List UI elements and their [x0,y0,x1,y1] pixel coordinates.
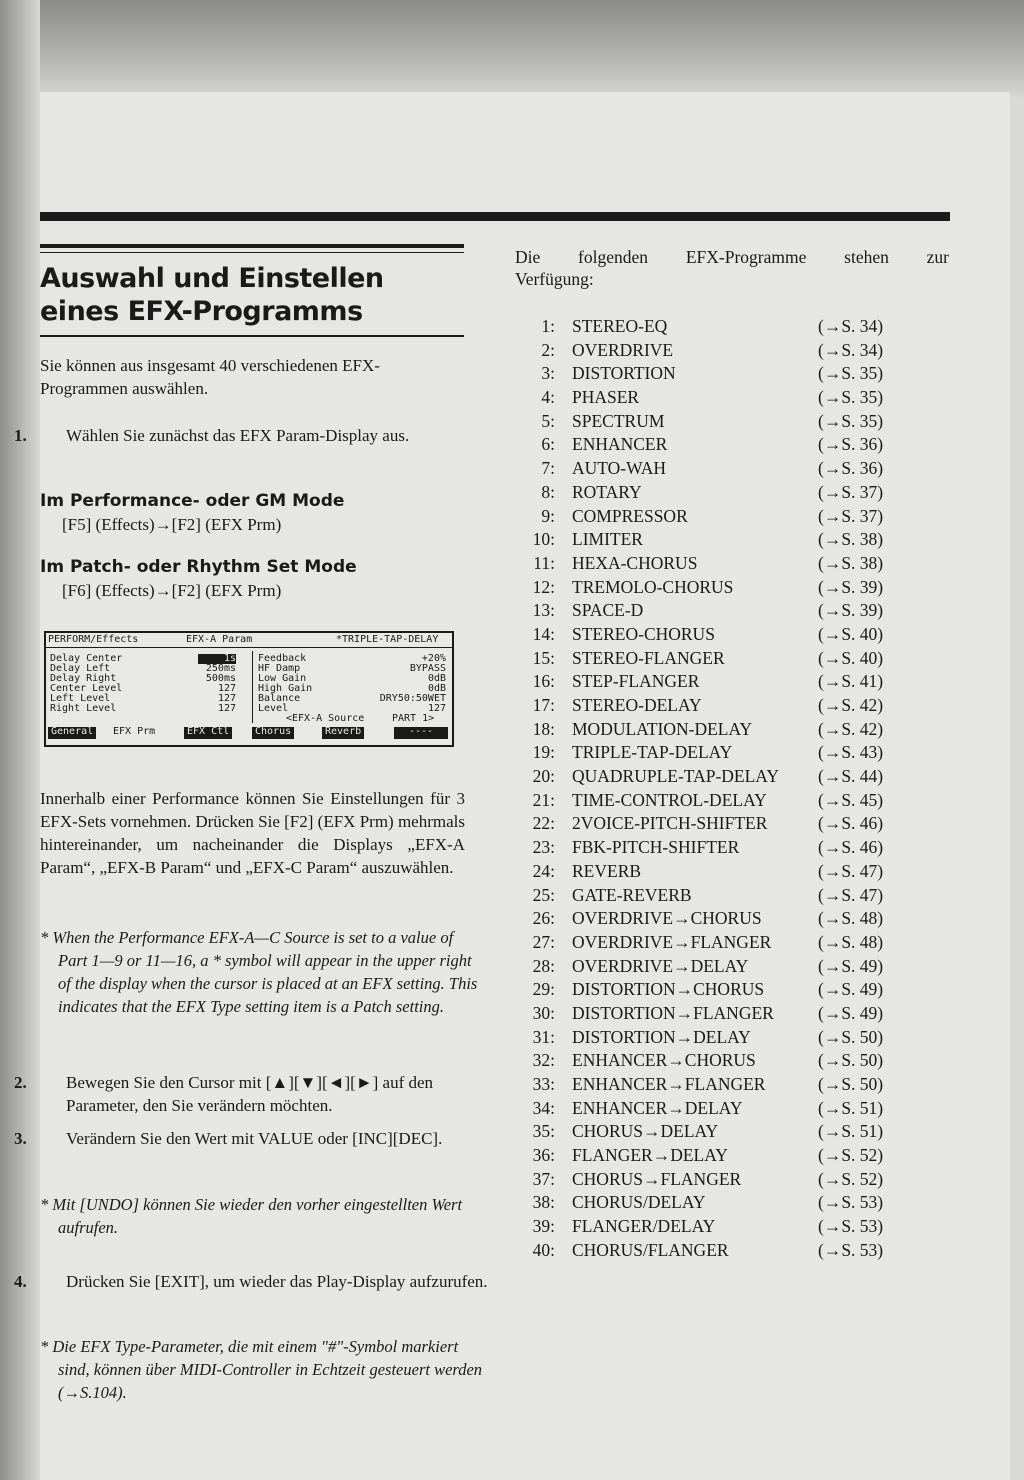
note-efx-source [40,926,483,1018]
program-page-ref: (→S. 48) [818,931,884,952]
program-number: 9: [541,505,555,526]
patch-mode-heading: Im Patch- oder Rhythm Set Mode [40,557,357,577]
program-list-item [515,339,895,363]
program-page-ref: (→S. 40) [818,647,884,668]
lcd-right-value-5: DRY50:50WET [379,693,446,704]
program-list-item [515,1026,895,1050]
program-number: 2: [541,339,555,360]
program-page-ref: (→S. 34) [818,339,884,360]
lcd-column-divider [252,651,253,723]
lcd-right-label-4: High Gain [258,683,313,694]
top-rule [40,212,950,221]
program-list-item [515,1073,895,1097]
program-name: OVERDRIVE→DELAY [572,955,749,976]
program-number: 7: [541,458,555,479]
program-list-item [515,623,895,647]
program-page-ref: (→S. 39) [818,576,884,597]
lcd-header-right: *TRIPLE-TAP-DELAY [336,634,439,645]
program-number: 21: [532,789,555,810]
program-list-item [515,576,895,600]
program-page-ref: (→S. 53) [818,1216,884,1237]
program-page-ref: (→S. 39) [818,600,884,621]
heading-rule-thin [40,252,464,253]
program-list-item [515,718,895,742]
program-list-item [515,1168,895,1192]
lcd-right-label-2: HF Damp [258,663,301,674]
program-name: CHORUS→DELAY [572,1121,719,1142]
note-1-text: When the Performance EFX-A—C Source is set to a value of Part 1—9 or 11—16, a * symbol will appear in the upper right of the display when the cursor is placed at an EFX setting. This indicates that the EFX Type setting item is a Patch setting. [52,928,478,1016]
scan-left-shadow [0,0,40,1480]
perf-mode-keys: [F5] (Effects)→[F2] (EFX Prm) [62,515,282,534]
program-number: 18: [532,718,555,739]
program-number: 20: [532,766,555,787]
program-number: 11: [533,552,555,573]
program-name: FLANGER/DELAY [572,1216,716,1237]
program-number: 14: [532,623,555,644]
program-name: TRIPLE-TAP-DELAY [572,742,733,763]
program-name: STEP-FLANGER [572,671,700,692]
program-number: 38: [532,1192,555,1213]
title-line-2: eines EFX-Programms [40,296,363,327]
program-name: FBK-PITCH-SHIFTER [572,837,740,858]
program-name: ENHANCER [572,434,668,455]
program-name: OVERDRIVE→CHORUS [572,908,762,929]
program-number: 1: [541,316,555,336]
program-page-ref: (→S. 51) [818,1121,884,1142]
program-list-item [515,978,895,1002]
program-list-item [515,765,895,789]
program-name: CHORUS/DELAY [572,1192,706,1213]
program-list-item [515,1002,895,1026]
program-page-ref: (→S. 53) [818,1192,884,1213]
patch-mode-keys: [F6] (Effects)→[F2] (EFX Prm) [62,581,282,600]
program-list-item [515,1144,895,1168]
program-page-ref: (→S. 35) [818,363,884,384]
note-2-marker: * [40,1195,49,1214]
program-number: 33: [532,1074,555,1094]
program-name: STEREO-FLANGER [572,647,725,668]
program-list-item [515,955,895,979]
program-list-item [515,670,895,694]
program-name: CHORUS/FLANGER [572,1239,729,1260]
lcd-left-label-5: Left Level [50,693,111,704]
program-page-ref: (→S. 52) [818,1168,884,1189]
program-page-ref: (→S. 47) [818,860,884,881]
program-name: FLANGER→DELAY [572,1145,728,1166]
lcd-left-value-2: 250ms [205,663,236,674]
program-name: GATE-REVERB [572,884,692,905]
paragraph-efx-sets: Innerhalb einer Performance können Sie Einstellungen für 3 EFX-Sets vornehmen. Drücken Sie [F2] (EFX Prm) mehrmals hintereinander, um nacheinander die Displays „EFX-A Param“, „EFX-B Param“ und „EFX-C Param“ auszuwählen. [40,789,465,877]
program-list-intro-line-1: Die folgenden EFX-Programme stehen zur [515,247,949,267]
program-page-ref: (→S. 48) [818,908,884,929]
lcd-left-label-1: Delay Center [50,653,123,664]
lcd-right-value-1: +20% [421,653,446,664]
program-number: 19: [532,742,555,763]
program-number: 40: [532,1239,555,1260]
step-2-text: Bewegen Sie den Cursor mit [▲][▼][◄][►] auf den Parameter, den Sie verändern möchten. [66,1073,434,1115]
lcd-header-mid: EFX-A Param [186,634,253,645]
program-name: TREMOLO-CHORUS [572,576,734,597]
program-name: LIMITER [572,529,643,550]
program-name: CHORUS→FLANGER [572,1168,742,1189]
lcd-tab-efx-prm: EFX Prm [113,726,156,737]
program-page-ref: (→S. 50) [818,1074,884,1094]
lcd-left-value-6: 127 [217,703,236,714]
program-name: HEXA-CHORUS [572,552,698,573]
program-page-ref: (→S. 43) [818,742,884,763]
program-list-item [515,315,895,339]
program-list-item [515,386,895,410]
program-page-ref: (→S. 38) [818,529,884,550]
lcd-source-label: <EFX-A Source [286,713,365,724]
lcd-source-value: PART 1> [392,713,435,724]
program-page-ref: (→S. 46) [818,837,884,858]
lcd-left-value-4: 127 [217,683,236,694]
program-name: OVERDRIVE→FLANGER [572,931,772,952]
step-4-number: 4. [14,1272,27,1291]
program-number: 30: [532,1002,555,1023]
lcd-left-label-6: Right Level [50,703,117,714]
program-number: 32: [532,1050,555,1071]
program-page-ref: (→S. 37) [818,505,884,526]
program-page-ref: (→S. 38) [818,552,884,573]
program-page-ref: (→S. 42) [818,695,884,715]
program-list-item [515,433,895,457]
program-list-item [515,1049,895,1073]
lcd-header-left: PERFORM/Effects [48,634,139,645]
note-1-marker: * [40,928,49,947]
program-page-ref: (→S. 35) [818,387,884,408]
program-page-ref: (→S. 37) [818,481,884,502]
program-number: 25: [532,884,555,905]
title-line-1: Auswahl und Einstellen [40,263,384,294]
step-2-number: 2. [14,1073,27,1092]
note-3-marker: * [40,1337,49,1356]
program-number: 37: [532,1168,555,1189]
step-1 [14,424,491,447]
program-name: DISTORTION→DELAY [572,1026,751,1047]
program-name: ENHANCER→CHORUS [572,1050,756,1071]
lcd-tab-blank: ---- [394,727,448,739]
intro-text: Sie können aus insgesamt 40 verschiedenen EFX-Programmen auswählen. [40,356,380,398]
program-name: 2VOICE-PITCH-SHIFTER [572,813,768,834]
program-list-item [515,836,895,860]
step-3-number: 3. [14,1129,27,1148]
program-page-ref: (→S. 50) [818,1050,884,1071]
step-4-text: Drücken Sie [EXIT], um wieder das Play-Display aufzurufen. [66,1272,488,1291]
program-number: 10: [532,529,555,550]
program-page-ref: (→S. 45) [818,789,884,810]
lcd-tab-general: General [48,727,96,739]
program-number: 6: [541,434,555,455]
step-3-text: Verändern Sie den Wert mit VALUE oder [INC][DEC]. [66,1129,443,1148]
program-list-item [515,741,895,765]
lcd-header-divider [46,647,452,648]
program-name: DISTORTION→FLANGER [572,1002,774,1023]
note-undo [40,1193,483,1239]
program-number: 39: [532,1216,555,1237]
program-list-item [515,481,895,505]
program-list-item [515,694,895,718]
scan-top-shadow [0,0,1024,100]
program-page-ref: (→S. 40) [818,623,884,644]
program-name: QUADRUPLE-TAP-DELAY [572,766,779,787]
program-page-ref: (→S. 35) [818,410,884,431]
program-name: SPACE-D [572,600,644,621]
heading-rule-top [40,244,464,248]
program-name: SPECTRUM [572,410,665,431]
lcd-right-label-1: Feedback [258,653,307,664]
program-name: PHASER [572,387,640,408]
program-list-item [515,1191,895,1215]
program-number: 31: [532,1026,555,1047]
lcd-right-value-6: 127 [427,703,446,714]
program-name: REVERB [572,860,642,881]
program-number: 36: [532,1145,555,1166]
program-number: 26: [532,908,555,929]
program-list [515,315,895,1263]
program-number: 17: [532,695,555,715]
program-list-intro-line-2: Verfügung: [515,269,594,289]
program-page-ref: (→S. 36) [818,434,884,455]
program-name: OVERDRIVE [572,339,674,360]
program-name: DISTORTION→CHORUS [572,979,765,1000]
program-page-ref: (→S. 44) [818,766,884,787]
program-page-ref: (→S. 50) [818,1026,884,1047]
lcd-tab-reverb: Reverb [322,727,364,739]
program-list-item [515,1215,895,1239]
lcd-right-label-3: Low Gain [258,673,307,684]
program-list-item [515,812,895,836]
program-page-ref: (→S. 34) [818,316,884,336]
program-page-ref: (→S. 53) [818,1239,884,1260]
lcd-right-value-4: 0dB [427,683,446,694]
program-name: DISTORTION [572,363,676,384]
program-number: 5: [541,410,555,431]
program-list-item [515,457,895,481]
perf-mode-heading: Im Performance- oder GM Mode [40,491,345,511]
program-page-ref: (→S. 49) [818,955,884,976]
lcd-left-value-3: 500ms [205,673,236,684]
program-number: 8: [541,481,555,502]
program-list-item [515,552,895,576]
program-page-ref: (→S. 42) [818,718,884,739]
program-list-item [515,931,895,955]
step-1-text: Wählen Sie zunächst das EFX Param-Display aus. [66,426,410,445]
program-name: STEREO-CHORUS [572,623,715,644]
lcd-right-label-5: Balance [258,693,301,704]
lcd-left-value-5: 127 [217,693,236,704]
program-name: TIME-CONTROL-DELAY [572,789,767,810]
program-list-item [515,1239,895,1263]
section-title [40,262,464,328]
lcd-tab-efx-ctl: EFX Ctl [184,727,232,739]
program-number: 3: [541,363,555,384]
program-list-item [515,907,895,931]
program-name: STEREO-DELAY [572,695,702,715]
heading-rule-bottom [40,335,464,337]
lcd-screenshot [44,631,454,747]
program-number: 28: [532,955,555,976]
step-4 [14,1270,491,1293]
step-1-number: 1. [14,426,27,445]
step-3 [14,1127,491,1150]
program-page-ref: (→S. 47) [818,884,884,905]
lcd-left-label-3: Delay Right [50,673,117,684]
program-list-item [515,528,895,552]
lcd-right-value-2: BYPASS [409,663,446,674]
program-page-ref: (→S. 49) [818,1002,884,1023]
program-list-item [515,860,895,884]
lcd-tab-chorus: Chorus [252,727,294,739]
lcd-left-label-2: Delay Left [50,663,111,674]
program-number: 35: [532,1121,555,1142]
program-page-ref: (→S. 46) [818,813,884,834]
program-number: 12: [532,576,555,597]
program-page-ref: (→S. 49) [818,979,884,1000]
program-number: 34: [532,1097,555,1118]
lcd-left-value-1: 1s [198,654,236,664]
program-list-item [515,1097,895,1121]
program-name: AUTO-WAH [572,458,666,479]
program-name: MODULATION-DELAY [572,718,753,739]
note-3-text: Die EFX Type-Parameter, die mit einem "#"-Symbol markiert sind, können über MIDI-Controller in Echtzeit gesteuert werden (→S.104). [52,1337,483,1402]
program-list-item [515,1120,895,1144]
program-page-ref: (→S. 41) [818,671,884,692]
note-midi [40,1335,483,1404]
program-number: 13: [532,600,555,621]
program-list-item [515,362,895,386]
program-number: 27: [532,931,555,952]
step-2 [14,1071,491,1117]
program-number: 15: [532,647,555,668]
note-2-text: Mit [UNDO] können Sie wieder den vorher eingestellten Wert aufrufen. [52,1195,463,1237]
program-number: 16: [532,671,555,692]
program-page-ref: (→S. 36) [818,458,884,479]
program-number: 29: [532,979,555,1000]
program-page-ref: (→S. 51) [818,1097,884,1118]
program-list-item [515,505,895,529]
program-name: ENHANCER→DELAY [572,1097,743,1118]
program-name: STEREO-EQ [572,316,668,336]
program-list-item [515,599,895,623]
lcd-left-label-4: Center Level [50,683,123,694]
program-name: COMPRESSOR [572,505,688,526]
program-list-item [515,789,895,813]
program-page-ref: (→S. 52) [818,1145,884,1166]
lcd-right-value-3: 0dB [427,673,446,684]
program-number: 4: [541,387,555,408]
program-number: 23: [532,837,555,858]
program-name: ENHANCER→FLANGER [572,1074,766,1094]
program-list-item [515,410,895,434]
program-list-item [515,647,895,671]
program-number: 22: [532,813,555,834]
program-number: 24: [532,860,555,881]
lcd-right-label-6: Level [258,703,289,714]
program-list-item [515,884,895,908]
program-name: ROTARY [572,481,642,502]
